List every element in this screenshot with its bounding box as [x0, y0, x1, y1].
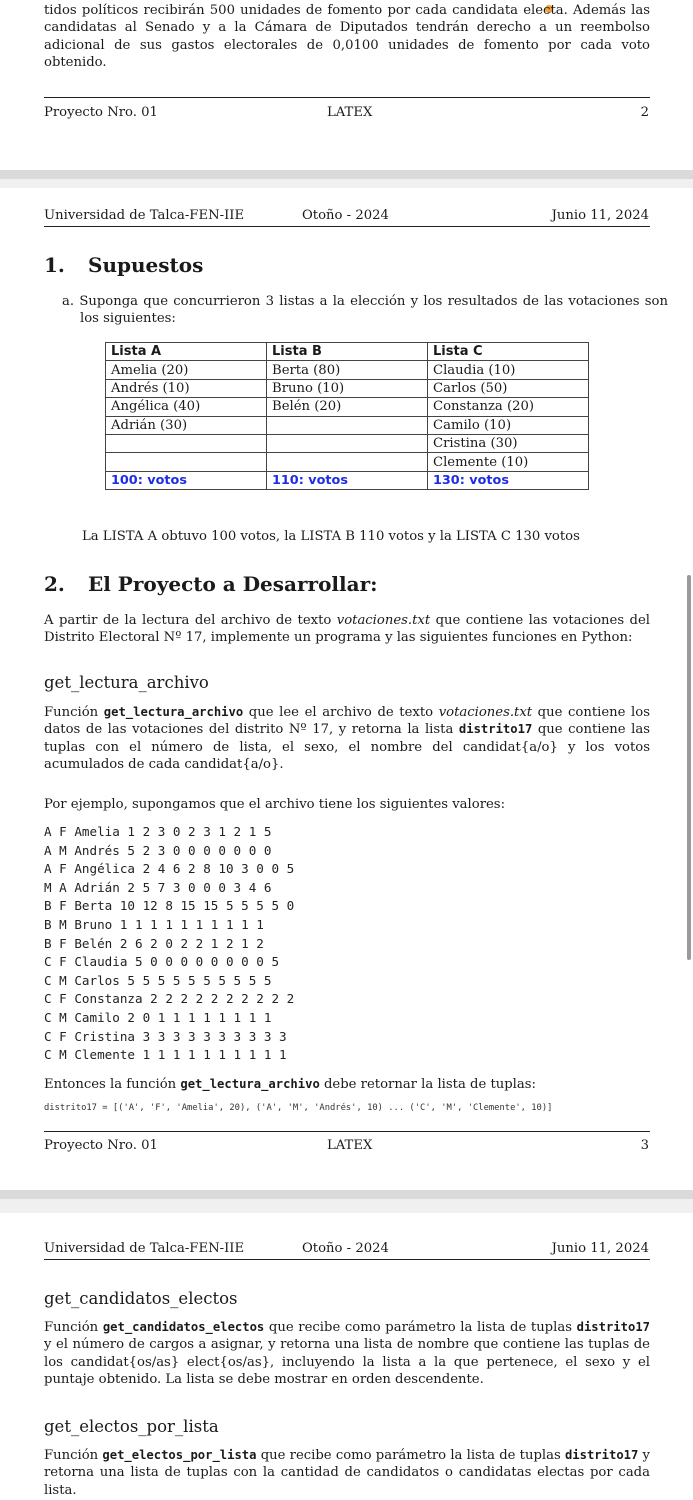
table-row — [106, 453, 589, 471]
result-text: Entonces la función get_lectura_archivo debe retornar la lista de tuplas: — [44, 1077, 536, 1092]
file-name: votaciones.txt — [336, 613, 431, 628]
code-line: M A Adrián 2 5 7 3 0 0 0 3 4 6 — [44, 879, 272, 895]
func-name: get_lectura_archivo — [103, 705, 244, 719]
votes-table — [105, 342, 589, 490]
scrollbar[interactable] — [687, 575, 691, 960]
section-1-heading — [44, 253, 203, 277]
table-cell: Constanza (20) — [428, 398, 589, 416]
table-totals-row — [106, 471, 589, 489]
footer-rule — [44, 1131, 650, 1132]
table-cell: Claudia (10) — [428, 361, 589, 379]
header-term: Otoño - 2024 — [302, 1241, 389, 1256]
table-header-cell: Lista A — [106, 343, 267, 361]
table-row — [106, 379, 589, 397]
func-name: get_candidatos_electos — [102, 1320, 265, 1334]
code-line: B M Bruno 1 1 1 1 1 1 1 1 1 1 — [44, 916, 264, 932]
example-intro: Por ejemplo, supongamos que el archivo tiene los siguientes valores: — [44, 797, 506, 812]
header-university: Universidad de Talca-FEN-IIE — [44, 208, 245, 223]
code-line: C F Claudia 5 0 0 0 0 0 0 0 0 5 — [44, 954, 280, 970]
code-line: B F Berta 10 12 8 15 15 5 5 5 5 0 — [44, 898, 295, 914]
table-cell — [106, 434, 267, 452]
table-total-cell: 110: votos — [267, 471, 428, 489]
table-row — [106, 398, 589, 416]
func2-heading: get_candidatos_electos — [44, 1289, 238, 1308]
header-date: Junio 11, 2024 — [551, 208, 649, 223]
code-line: C M Carlos 5 5 5 5 5 5 5 5 5 5 — [44, 972, 272, 988]
table-cell: Camilo (10) — [428, 416, 589, 434]
table-cell: Bruno (10) — [267, 379, 428, 397]
list-name: distrito17 — [458, 722, 533, 737]
table-cell: Berta (80) — [267, 361, 428, 379]
table-header-row — [106, 343, 589, 361]
func1-description: Función get_lectura_archivo que lee el archivo de texto votaciones.txt que contiene los datos de las votaciones del distrito Nº 17, y retorna la lista distrito17 que contiene las tuplas con el número de lista, el sexo, el nombre del candidat{a/o} y los votos acumulados de cada candidat{a/o}. — [44, 705, 650, 773]
section-1-number: 1. — [44, 253, 65, 277]
header-date: Junio 11, 2024 — [551, 1241, 649, 1256]
code-line: B F Belén 2 6 2 0 2 2 1 2 1 2 — [44, 935, 264, 951]
table-cell — [267, 453, 428, 471]
paragraph-continuation: tidos políticos recibirán 500 unidades de fomento por cada candidata electa. Además las candidatas al Senado y a la Cámara de Diputados tendrán derecho a un reembolso adicional de sus gastos electorales de 0,0100 unidades de fomento por cada voto obtenido. — [44, 3, 650, 71]
func-name: get_electos_por_lista — [102, 1448, 257, 1462]
footer-rule — [44, 97, 650, 98]
code-line: C F Cristina 3 3 3 3 3 3 3 3 3 3 — [44, 1028, 287, 1044]
table-header-cell: Lista B — [267, 343, 428, 361]
page-1-tail — [0, 0, 693, 170]
table-cell: Belén (20) — [267, 398, 428, 416]
code-line: C M Camilo 2 0 1 1 1 1 1 1 1 1 — [44, 1009, 272, 1025]
footer-project: Proyecto Nro. 01 — [44, 1138, 158, 1153]
section-2-heading — [44, 572, 377, 596]
table-cell: Andrés (10) — [106, 379, 267, 397]
func3-heading: get_electos_por_lista — [44, 1417, 219, 1436]
project-intro: A partir de la lectura del archivo de texto votaciones.txt que contiene las votaciones del Distrito Electoral Nº 17, implemente un programa y las siguientes funciones en Python: — [44, 613, 650, 646]
table-cell: Clemente (10) — [428, 453, 589, 471]
table-cell — [267, 416, 428, 434]
table-row — [106, 361, 589, 379]
code-line: A F Angélica 2 4 6 2 8 10 3 0 0 5 — [44, 861, 295, 877]
table-cell — [106, 453, 267, 471]
table-cell — [267, 434, 428, 452]
table-total-cell: 130: votos — [428, 471, 589, 489]
footer-page-number: 3 — [640, 1138, 649, 1153]
func3-description: Función get_electos_por_lista que recibe como parámetro la lista de tuplas distrito17 y retorna una lista de tuplas con la cantidad de candidatos o candidatas electas por cada lista. — [44, 1448, 650, 1498]
section-2-title: El Proyecto a Desarrollar: — [88, 572, 378, 596]
file-name: votaciones.txt — [438, 705, 533, 720]
header-term: Otoño - 2024 — [302, 208, 389, 223]
table-cell: Carlos (50) — [428, 379, 589, 397]
func-name: get_lectura_archivo — [180, 1077, 320, 1091]
footer-latex: LATEX — [327, 1138, 373, 1153]
item-a-text: a. Suponga que concurrieron 3 listas a la elección y los resultados de las votaciones son los siguientes: — [62, 294, 668, 327]
func2-description: Función get_candidatos_electos que recibe como parámetro la lista de tuplas distrito17 y el número de cargos a asignar, y retorna una lista de nombre que contiene las tuplas de los candidat{os/as} elect{os/as}, incluyendo la lista a la que pertenece, el sexo y el puntaje obtenido. La lista se debe mostrar en orden descendente. — [44, 1320, 650, 1388]
table-row — [106, 434, 589, 452]
table-cell: Angélica (40) — [106, 398, 267, 416]
table-row — [106, 416, 589, 434]
table-cell: Amelia (20) — [106, 361, 267, 379]
table-header-cell: Lista C — [428, 343, 589, 361]
header-university: Universidad de Talca-FEN-IIE — [44, 1241, 245, 1256]
header-rule — [44, 226, 650, 227]
result-code: distrito17 = [('A', 'F', 'Amelia', 20), ('A', 'M', 'Andrés', 10) ... ('C', 'M', 'Clemente', 10)] — [44, 1103, 553, 1113]
code-line: A M Andrés 5 2 3 0 0 0 0 0 0 0 — [44, 842, 272, 858]
page-separator — [0, 1190, 693, 1213]
section-2-number: 2. — [44, 572, 65, 596]
code-line: C M Clemente 1 1 1 1 1 1 1 1 1 1 — [44, 1047, 287, 1063]
header-rule — [44, 1259, 650, 1260]
footer-page-number: 2 — [640, 105, 649, 120]
footer-latex: LATEX — [327, 105, 373, 120]
code-block — [44, 823, 294, 1065]
code-line: C F Constanza 2 2 2 2 2 2 2 2 2 2 — [44, 991, 295, 1007]
footer-project: Proyecto Nro. 01 — [44, 105, 158, 120]
page-separator — [0, 170, 693, 188]
table-cell: Cristina (30) — [428, 434, 589, 452]
list-name: distrito17 — [564, 1448, 639, 1462]
section-1-title: Supuestos — [88, 253, 204, 277]
list-name: distrito17 — [576, 1320, 650, 1334]
func1-heading: get_lectura_archivo — [44, 673, 209, 692]
table-total-cell: 100: votos — [106, 471, 267, 489]
table-cell: Adrián (30) — [106, 416, 267, 434]
page-3 — [0, 1213, 693, 1500]
votes-summary: La LISTA A obtuvo 100 votos, la LISTA B 110 votos y la LISTA C 130 votos — [82, 529, 580, 544]
code-line: A F Amelia 1 2 3 0 2 3 1 2 1 5 — [44, 824, 272, 839]
